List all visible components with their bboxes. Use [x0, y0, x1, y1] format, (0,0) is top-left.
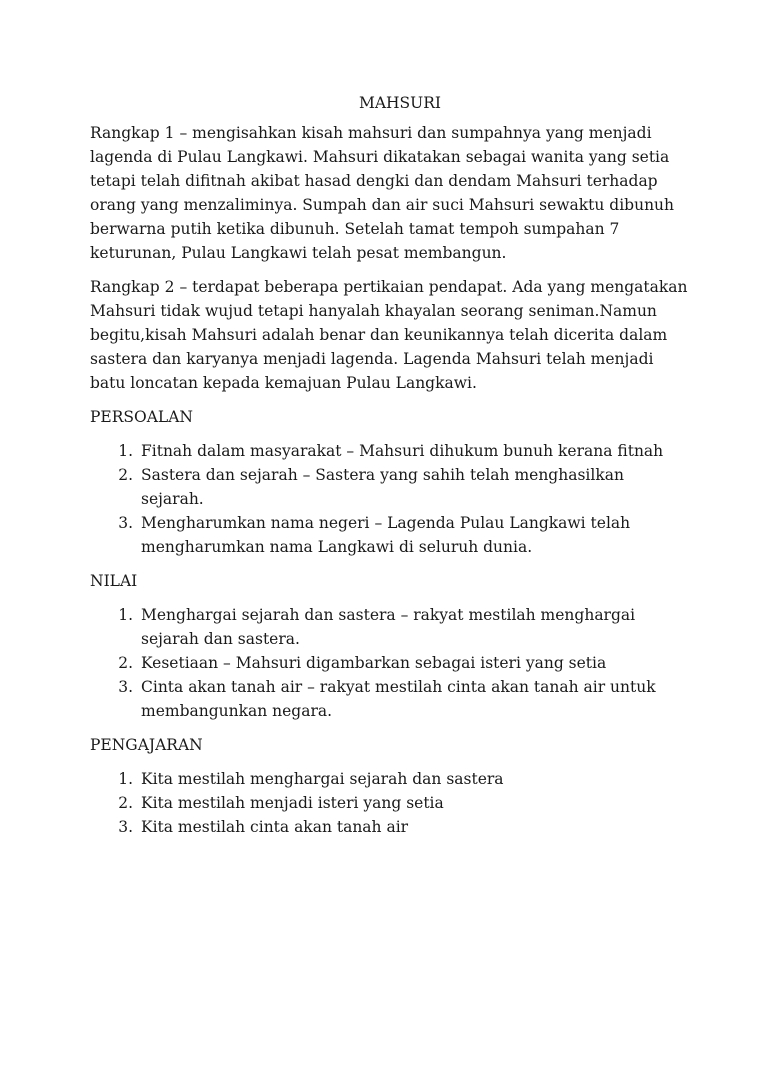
list-item: 1. Kita mestilah menghargai sejarah dan sastera — [138, 767, 690, 791]
nilai-list — [90, 603, 690, 723]
section-heading-pengajaran: PENGAJARAN — [90, 736, 203, 754]
list-item: 2. Kesetiaan – Mahsuri digambarkan sebagai isteri yang setia — [138, 651, 690, 675]
paragraph-rangkap-2: Rangkap 2 – terdapat beberapa pertikaian pendapat. Ada yang mengatakan Mahsuri tidak wujud tetapi hanyalah khayalan seorang seniman.Namun begitu,kisah Mahsuri adalah benar dan keunikannya telah dicerita dalam sastera dan karyanya menjadi lagenda. Lagenda Mahsuri telah menjadi batu loncatan kepada kemajuan Pulau Langkawi. — [90, 278, 688, 392]
document-body — [90, 91, 690, 849]
list-item: 3. Mengharumkan nama negeri – Lagenda Pulau Langkawi telah mengharumkan nama Langkawi di seluruh dunia. — [138, 511, 690, 559]
paragraph-rangkap-1: Rangkap 1 – mengisahkan kisah mahsuri dan sumpahnya yang menjadi lagenda di Pulau Langkawi. Mahsuri dikatakan sebagai wanita yang setia tetapi telah difitnah akibat hasad dengki dan dendam Mahsuri terhadap orang yang menzaliminya. Sumpah dan air suci Mahsuri sewaktu dibunuh berwarna putih ketika dibunuh. Setelah tamat tempoh sumpahan 7 keturunan, Pulau Langkawi telah pesat membangun. — [90, 124, 675, 262]
list-item: 1. Fitnah dalam masyarakat – Mahsuri dihukum bunuh kerana fitnah — [138, 439, 690, 463]
section-heading-nilai: NILAI — [90, 572, 138, 590]
list-item: 1. Menghargai sejarah dan sastera – rakyat mestilah menghargai sejarah dan sastera. — [138, 603, 690, 651]
document-title: MAHSURI — [358, 94, 442, 112]
list-item: 2. Kita mestilah menjadi isteri yang setia — [138, 791, 690, 815]
list-item: 3. Cinta akan tanah air – rakyat mestilah cinta akan tanah air untuk membangunkan negara. — [138, 675, 690, 723]
persoalan-list — [90, 439, 690, 559]
list-item: 2. Sastera dan sejarah – Sastera yang sahih telah menghasilkan sejarah. — [138, 463, 690, 511]
pengajaran-list — [90, 767, 690, 839]
list-item: 3. Kita mestilah cinta akan tanah air — [138, 815, 690, 839]
section-heading-persoalan: PERSOALAN — [90, 408, 193, 426]
